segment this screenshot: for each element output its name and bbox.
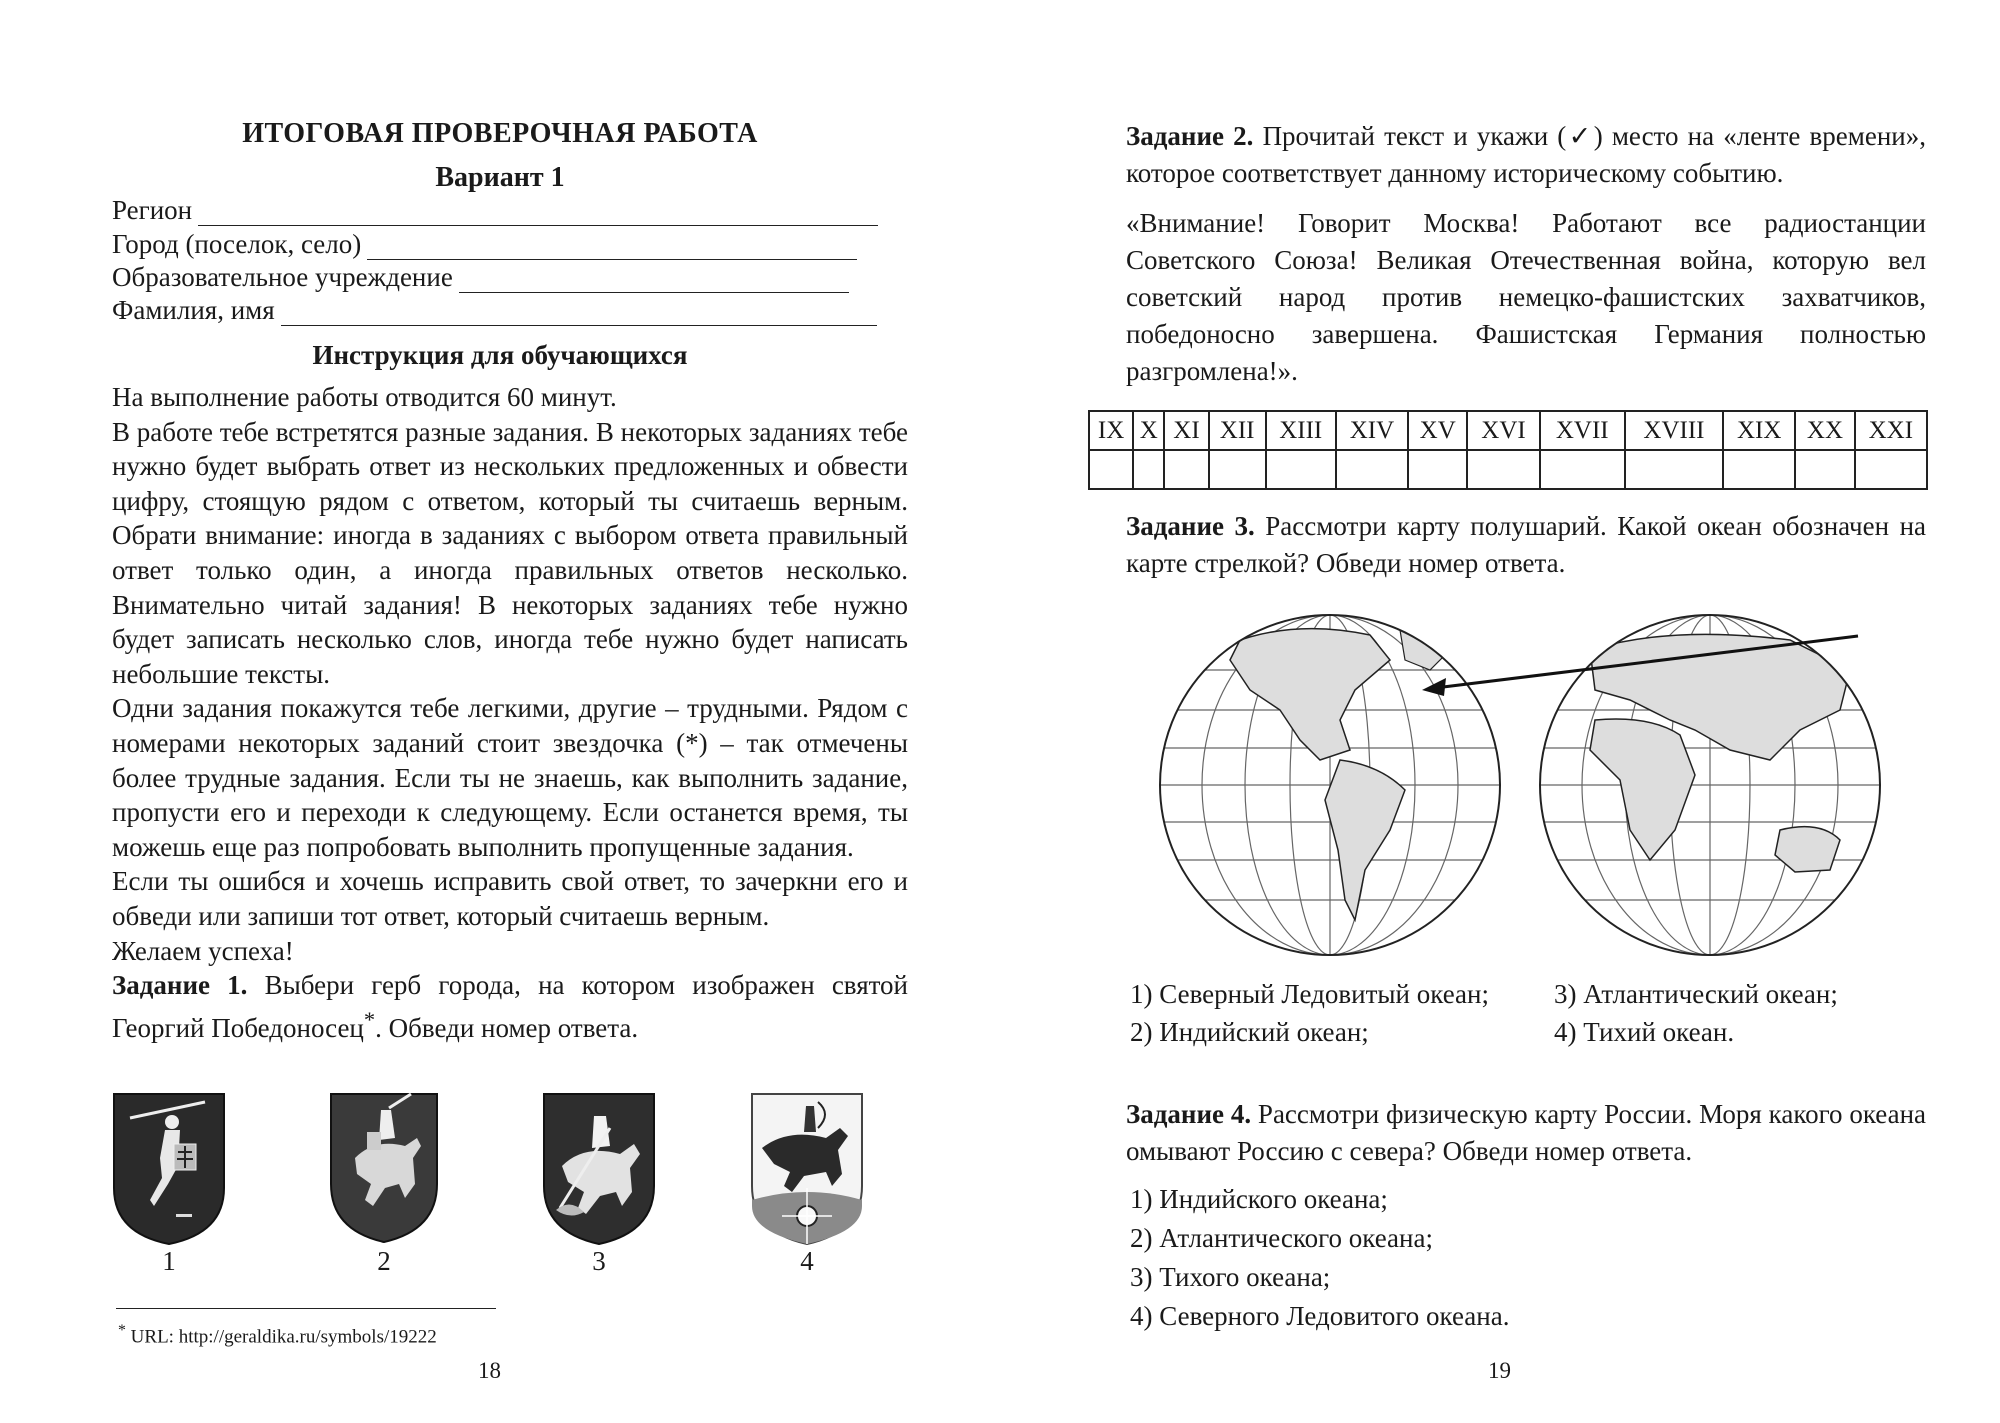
name-field [112, 295, 877, 326]
eastern-hemisphere [1540, 615, 1880, 955]
task-label: Задание 1. [112, 970, 248, 1001]
answer-line[interactable] [459, 268, 849, 293]
answer-row [1089, 450, 1927, 489]
city-field [112, 229, 857, 260]
task1-text [112, 968, 908, 1045]
paragraph: Одни задания покажутся тебе легкими, другие – трудными. Рядом с номерами некоторых заданий стоит звездочка (*) – так отмечены более трудные задания. Если ты не знаешь, как выполнить задание, пропусти его и переходи к следующему. Если останется время, ты можешь еще раз попробовать выполнить пропущенные задания. [112, 693, 908, 862]
century-cell: XIII [1266, 411, 1336, 450]
answer-cell[interactable] [1467, 450, 1539, 489]
option-number[interactable]: 2 [377, 1246, 391, 1276]
option-number[interactable]: 1 [162, 1246, 176, 1276]
answer-cell[interactable] [1336, 450, 1408, 489]
answer-option[interactable]: 4) Северного Ледовитого океана. [1130, 1301, 1510, 1331]
timeline-table [1088, 410, 1928, 490]
answer-line[interactable] [198, 201, 878, 226]
task2-text [1126, 118, 1926, 192]
answer-cell[interactable] [1408, 450, 1467, 489]
century-cell: XVI [1467, 411, 1539, 450]
hemispheres-map [1150, 600, 1890, 970]
coat-of-arms-2[interactable] [325, 1088, 443, 1248]
footnote-text: URL: http://geraldika.ru/symbols/19222 [130, 1326, 437, 1348]
page-title: ИТОГОВАЯ ПРОВЕРОЧНАЯ РАБОТА [242, 118, 758, 149]
answer-line[interactable] [367, 235, 857, 260]
footnote-divider [116, 1308, 496, 1309]
answer-line[interactable] [281, 301, 877, 326]
answer-cell[interactable] [1133, 450, 1164, 489]
western-hemisphere [1160, 615, 1500, 955]
century-row [1089, 411, 1927, 450]
option-number[interactable]: 3 [592, 1246, 606, 1276]
paragraph: Если ты ошибся и хочешь исправить свой ответ, то зачеркни его и обведи или запиши тот ответ, который считаешь верным. [112, 866, 908, 931]
answer-cell[interactable] [1089, 450, 1133, 489]
century-cell: XX [1795, 411, 1854, 450]
page-number: 19 [1488, 1358, 1511, 1383]
paragraph: В работе тебе встретятся разные задания. В некоторых заданиях тебе нужно будет выбрать ответ из нескольких предложенных и обвести цифру, стоящую рядом с ответом, который ты считаешь верным. Обрати внимание: иногда в заданиях с выбором ответа правильный ответ только один, а иногда правильных ответов несколько. Внимательно читай задания! В некоторых заданиях тебе нужно будет записать несколько слов, иногда тебе нужно будет написать небольшие тексты. [112, 416, 908, 689]
field-label: Регион [112, 195, 193, 225]
answer-option[interactable]: 1) Индийского океана; [1130, 1184, 1388, 1214]
task-text: Прочитай текст и укажи (✓) место на «ленте времени», которое соответствует данному историческому событию. [1126, 121, 1927, 188]
task-label: Задание 3. [1126, 511, 1255, 541]
school-field [112, 262, 849, 293]
option-number[interactable]: 4 [800, 1246, 814, 1276]
task-label: Задание 4. [1126, 1099, 1252, 1129]
century-cell: XXI [1855, 411, 1927, 450]
variant-title: Вариант 1 [435, 162, 565, 193]
task3-answers [1130, 975, 1890, 1051]
footnote-mark: * [363, 1006, 376, 1032]
instruction-text [112, 380, 908, 1045]
century-cell: IX [1089, 411, 1133, 450]
paragraph: Желаем успеха! [112, 935, 294, 966]
task-label: Задание 2. [1126, 121, 1254, 151]
task4-text [1126, 1096, 1926, 1170]
coat-of-arms-1[interactable] [110, 1088, 228, 1248]
answers-row [1130, 975, 1890, 1013]
century-cell: XIX [1723, 411, 1795, 450]
answer-option[interactable]: 2) Индийский океан; [1130, 1016, 1369, 1047]
region-field [112, 195, 878, 226]
answer-cell[interactable] [1164, 450, 1208, 489]
task-text: Выбери герб города, на котором изображен святой Георгий Победоносец [112, 970, 909, 1043]
century-cell: XVIII [1625, 411, 1723, 450]
century-cell: XII [1209, 411, 1266, 450]
coat-of-arms-4[interactable] [748, 1088, 866, 1248]
answer-cell[interactable] [1625, 450, 1723, 489]
footnote-mark: * [118, 1322, 126, 1339]
answer-cell[interactable] [1266, 450, 1336, 489]
instruction-title: Инструкция для обучающихся [312, 340, 688, 370]
answer-cell[interactable] [1723, 450, 1795, 489]
task3-text [1126, 508, 1926, 582]
task-text: Рассмотри карту полушарий. Какой океан обозначен на карте стрелкой? Обведи номер ответа. [1126, 511, 1927, 578]
footnote [118, 1322, 437, 1348]
century-cell: XIV [1336, 411, 1408, 450]
coat-of-arms-options [100, 1088, 920, 1288]
answer-cell[interactable] [1795, 450, 1854, 489]
page-number: 18 [478, 1358, 501, 1383]
answer-option[interactable]: 1) Северный Ледовитый океан; [1130, 978, 1489, 1009]
answer-option[interactable]: 3) Атлантический океан; [1554, 978, 1838, 1009]
task4-answers [1130, 1180, 1509, 1336]
coat-of-arms-3[interactable] [540, 1088, 658, 1248]
task-text: Рассмотри физическую карту России. Моря какого океана омывают Россию с севера? Обведи номер ответа. [1126, 1099, 1926, 1166]
century-cell: XV [1408, 411, 1467, 450]
answer-option[interactable]: 2) Атлантического океана; [1130, 1223, 1433, 1253]
answers-row [1130, 1013, 1890, 1051]
field-label: Город (поселок, село) [112, 229, 362, 259]
answer-cell[interactable] [1855, 450, 1927, 489]
paragraph: На выполнение работы отводится 60 минут. [112, 382, 617, 412]
century-cell: X [1133, 411, 1164, 450]
century-cell: XI [1164, 411, 1208, 450]
field-label: Фамилия, имя [112, 295, 275, 325]
answer-option[interactable]: 4) Тихий океан. [1554, 1016, 1735, 1047]
field-label: Образовательное учреждение [112, 262, 453, 292]
answer-cell[interactable] [1540, 450, 1625, 489]
answer-cell[interactable] [1209, 450, 1266, 489]
answer-option[interactable]: 3) Тихого океана; [1130, 1262, 1331, 1292]
task-text: . Обведи номер ответа. [375, 1012, 639, 1043]
quote-text: «Внимание! Говорит Москва! Работают все радиостанции Советского Союза! Великая Отечественная война, которую вел советский народ против немецко-фашистских захватчиков, победоносно завершена. Фашистская Германия полностью разгромлена!». [1126, 208, 1926, 386]
century-cell: XVII [1540, 411, 1625, 450]
